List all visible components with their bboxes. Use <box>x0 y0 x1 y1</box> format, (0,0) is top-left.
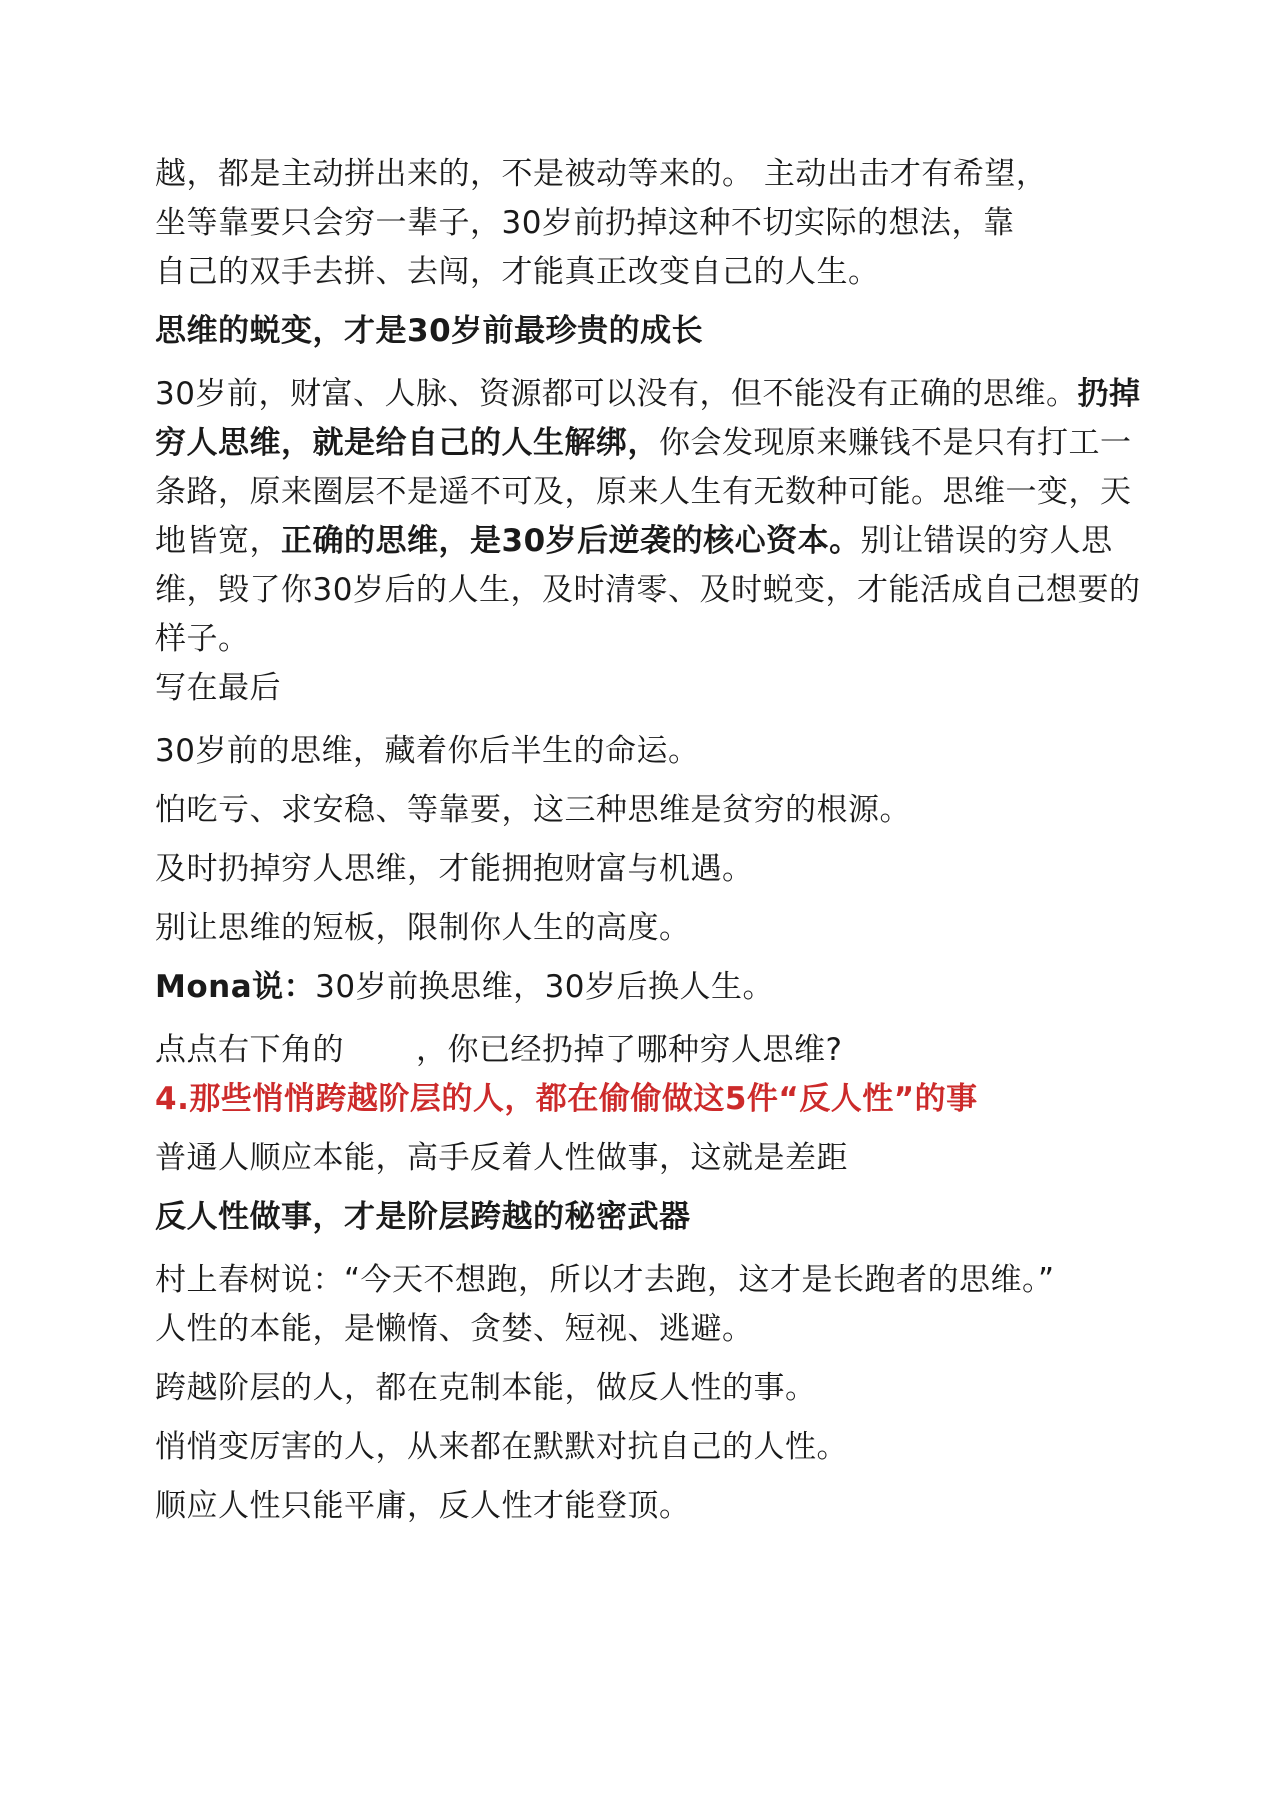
closing-line-4: 别让思维的短板，限制你人生的高度。 <box>155 910 691 946</box>
closing-line-2: 怕吃亏、求安稳、等靠要，这三种思维是贫穷的根源。 <box>155 792 911 828</box>
murakami-quote: 村上春树说：“今天不想跑，所以才去跑，这才是长跑者的思维。” <box>155 1262 1055 1298</box>
closing-line-3: 及时扔掉穷人思维，才能拥抱财富与机遇。 <box>155 851 754 887</box>
section-heading-anti-human: 反人性做事，才是阶层跨越的秘密武器 <box>155 1199 691 1235</box>
section-4-subtitle: 普通人顺应本能，高手反着人性做事，这就是差距 <box>155 1140 848 1176</box>
quiet-improve-line: 悄悄变厉害的人，从来都在默默对抗自己的人性。 <box>155 1429 848 1465</box>
mindset-text-a: 30岁前，财富、人脉、资源都可以没有，但不能没有正确的思维。 <box>155 376 1078 412</box>
intro-line-2: 坐等靠要只会穷一辈子，30岁前扔掉这种不切实际的想法，靠 <box>155 205 1015 241</box>
instinct-line: 人性的本能，是懒惰、贪婪、短视、逃避。 <box>155 1311 754 1347</box>
intro-line-3: 自己的双手去拼、去闯，才能真正改变自己的人生。 <box>155 254 880 290</box>
mindset-emphasis-a: 扔掉穷人思维，就是给自己的人生解绑， <box>155 376 1141 461</box>
intro-line-1: 越，都是主动拼出来的，不是被动等来的。 主动出击才有希望， <box>155 156 1048 192</box>
cta-text-b: ，你已经扔掉了哪种穷人思维? <box>416 1032 843 1068</box>
mindset-emphasis-b: 正确的思维，是30岁后逆袭的核心资本。 <box>281 523 861 559</box>
section-heading-mindset: 思维的蜕变，才是30岁前最珍贵的成长 <box>155 313 704 349</box>
mona-text: 30岁前换思维，30岁后换人生。 <box>315 969 775 1005</box>
closing-line-1: 30岁前的思维，藏着你后半生的命运。 <box>155 733 700 769</box>
mona-label: Mona说： <box>155 969 316 1005</box>
cta-text-a: 点点右下角的 <box>155 1032 344 1068</box>
mona-quote <box>155 963 1145 1012</box>
section-4-title: 4.那些悄悄跨越阶层的人，都在偷偷做这5件“反人性”的事 <box>155 1081 978 1117</box>
mindset-text-c: 你会发现原来赚钱不是只有打工一条路，原来圈层不是遥不可及，原来人生有无数种可能。思维一变，天地皆宽， <box>155 425 1132 559</box>
article-body <box>155 150 1145 1531</box>
mindset-text-e: 别让错误的穷人思维，毁了你30岁后的人生，及时清零、及时蜕变，才能活成自己想要的样子。 <box>155 523 1141 657</box>
cross-class-line: 跨越阶层的人，都在克制本能，做反人性的事。 <box>155 1370 817 1406</box>
mindset-paragraph <box>155 370 1145 664</box>
closing-heading: 写在最后 <box>155 670 281 706</box>
call-to-action <box>155 1026 1145 1075</box>
conclusion-line: 顺应人性只能平庸，反人性才能登顶。 <box>155 1488 691 1524</box>
